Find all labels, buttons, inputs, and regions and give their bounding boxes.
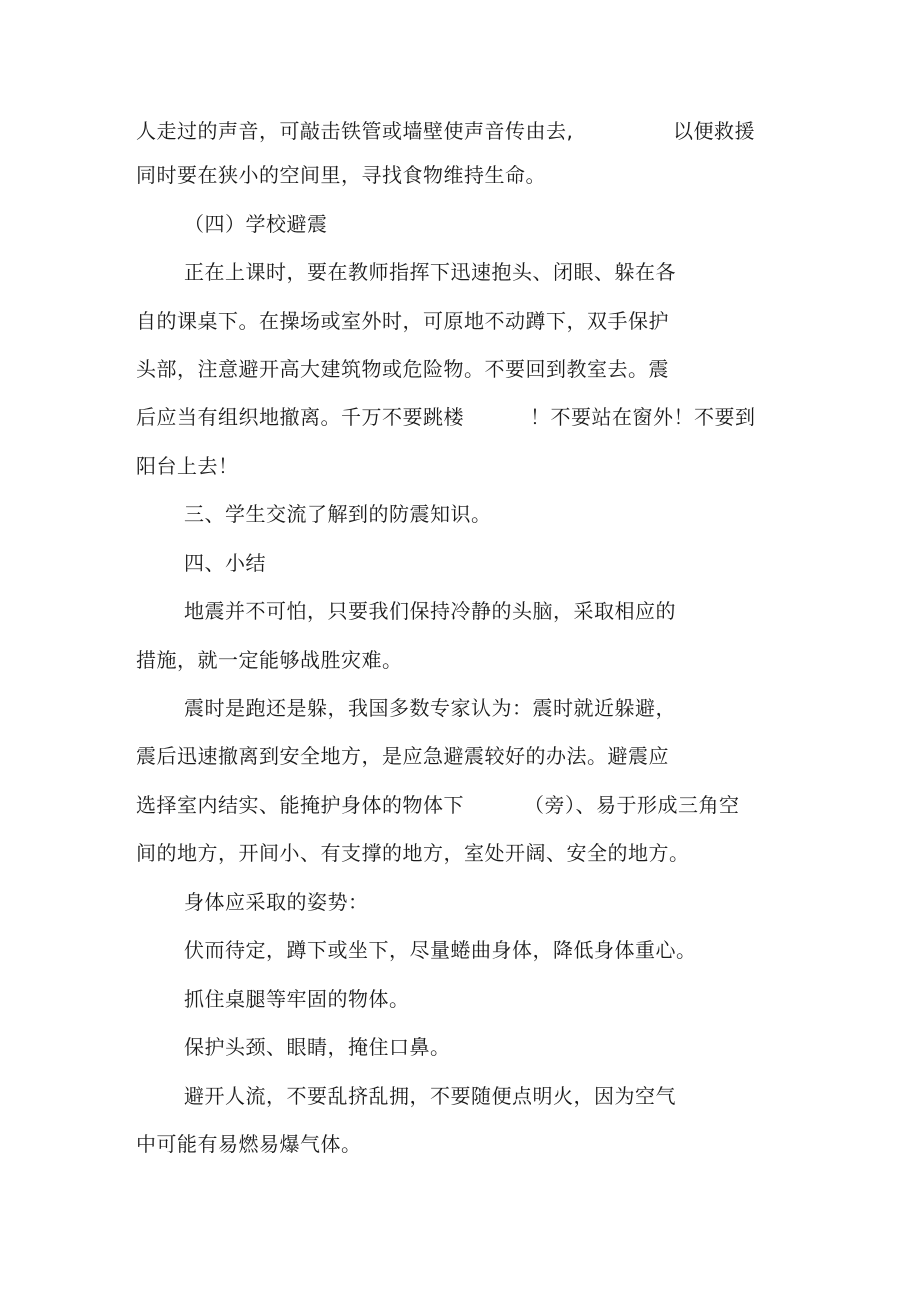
text-line-18: 伏而待定，蹲下或坐下，尽量蜷曲身体，降低身体重心。 bbox=[184, 938, 697, 962]
text-line-7-part-a: 后应当有组织地撤离。千万不要跳楼 bbox=[136, 405, 464, 429]
text-line-21: 避开人流，不要乱挤乱拥，不要随便点明火，因为空气 bbox=[184, 1084, 676, 1108]
text-line-6: 头部，注意避开高大建筑物或危险物。不要回到教室去。震 bbox=[136, 357, 669, 381]
text-line-13: 震时是跑还是躲，我国多数专家认为：震时就近躲避， bbox=[184, 696, 676, 720]
text-line-1-part-a: 人走过的声音，可敲击铁管或墙壁使声音传由去, bbox=[136, 119, 574, 143]
text-line-4: 正在上课时，要在教师指挥下迅速抱头、闭眼、躲在各 bbox=[184, 260, 676, 284]
text-line-12: 措施，就一定能够战胜灾难。 bbox=[136, 648, 403, 672]
section-heading-four: 四、小结 bbox=[184, 551, 266, 575]
text-line-11: 地震并不可怕，只要我们保持冷静的头脑，采取相应的 bbox=[184, 599, 676, 623]
text-line-16: 间的地方，开间小、有支撑的地方，室处开阔、安全的地方。 bbox=[136, 841, 690, 865]
text-line-1-part-b: 以便救援 bbox=[673, 119, 755, 143]
text-line-15-part-a: 选择室内结实、能掩护身体的物体下 bbox=[136, 793, 464, 817]
text-line-19: 抓住桌腿等牢固的物体。 bbox=[184, 987, 410, 1011]
text-line-22: 中可能有易燃易爆气体。 bbox=[136, 1132, 362, 1156]
text-line-17: 身体应采取的姿势： bbox=[184, 890, 369, 914]
text-line-8: 阳台上去！ bbox=[136, 454, 239, 478]
text-line-20: 保护头颈、眼睛，掩住口鼻。 bbox=[184, 1035, 451, 1059]
text-line-14: 震后迅速撤离到安全地方，是应急避震较好的办法。避震应 bbox=[136, 744, 669, 768]
text-line-7-part-b: ！不要站在窗外！不要到 bbox=[530, 405, 756, 429]
text-line-15-part-b: （旁）、易于形成三角空 bbox=[524, 793, 740, 817]
text-line-5: 自的课桌下。在操场或室外时，可原地不动蹲下，双手保护 bbox=[136, 309, 669, 333]
section-heading-three: 三、学生交流了解到的防震知识。 bbox=[184, 502, 492, 526]
section-heading-school: （四）学校避震 bbox=[184, 212, 328, 236]
text-line-2: 同时要在狭小的空间里，寻找食物维持生命。 bbox=[136, 163, 546, 187]
